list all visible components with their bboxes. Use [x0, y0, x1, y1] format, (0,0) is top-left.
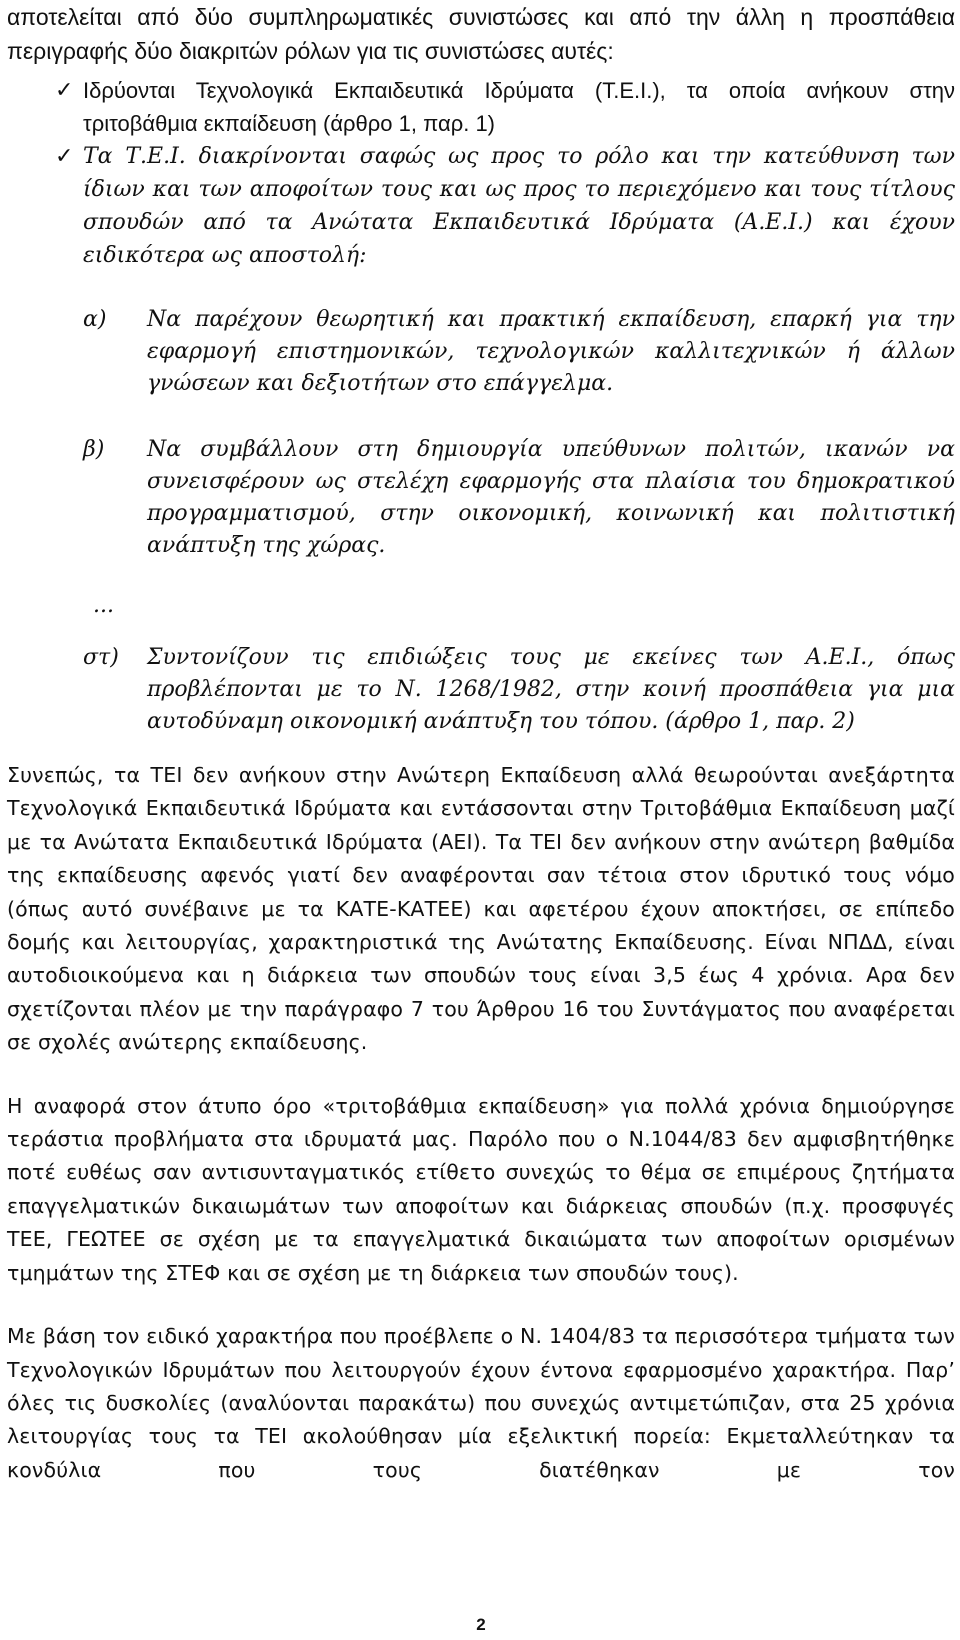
sub-list-item — [7, 434, 955, 562]
page-number: 2 — [476, 1615, 486, 1634]
check-item-text: Ιδρύονται Τεχνολογικά Εκπαιδευτικά Ιδρύματα (Τ.Ε.Ι.), τα οποία ανήκουν στην τριτοβάθμια εκπαίδευση (άρθρο 1, παρ. 1) — [83, 78, 955, 136]
sub-item-text: Να συμβάλλουν στη δημιουργία υπεύθυνων πολιτών, ικανών να συνεισφέρουν ως στελέχη εφαρμογής στα πλαίσια του δημοκρατικού προγραμματισμού, στην οικονομική, κοινωνική και πολιτιστική ανάπτυξη της χώρας. — [147, 437, 955, 558]
ellipsis: ... — [93, 593, 114, 618]
body-paragraph: Συνεπώς, τα ΤΕΙ δεν ανήκουν στην Ανώτερη Εκπαίδευση αλλά θεωρούνται ανεξάρτητα Τεχνολογικά Εκπαιδευτικά Ιδρύματα και εντάσσονται στην Τριτοβάθμια Εκπαίδευση μαζί με τα Ανώτατα Εκπαιδευτικά Ιδρύματα (ΑΕΙ). Τα ΤΕΙ δεν ανήκουν στην ανώτερη βαθμίδα της εκπαίδευσης αφενός γιατί δεν αναφέρονται σαν τέτοια στον ιδρυτικό τους νόμο (όπως αυτό συνέβαινε με τα ΚΑΤΕ-ΚΑΤΕΕ) και αφετέρου έχουν αποκτήσει, σε επίπεδο δομής και λειτουργίας, χαρακτηριστικά της Ανώτατης Εκπαίδευσης. Είναι ΝΠΔΔ, είναι αυτοδιοικούμενα και η διάρκεια των σπουδών τους είναι 3,5 έως 4 χρόνια. Αρα δεν σχετίζονται πλέον με την παράγραφο 7 του Άρθρου 16 του Συντάγματος που αναφέρεται σε σχολές ανώτερης εκπαίδευσης. — [7, 763, 955, 1055]
sub-item-text: Να παρέχουν θεωρητική και πρακτική εκπαίδευση, επαρκή για την εφαρμογή επιστημονικών, τεχνολογικών καλλιτεχνικών ή άλλων γνώσεων και δεξιοτήτων στο επάγγελμα. — [147, 307, 955, 396]
check-item-text: Τα Τ.Ε.Ι. διακρίνονται σαφώς ως προς το ρόλο και την κατεύθυνση των ίδιων και των αποφοίτων τους και ως προς το περιεχόμενο και τους τίτλους σπουδών από τα Ανώτατα Εκπαιδευτικά Ιδρύματα (Α.Ε.Ι.) και έχουν ειδικότερα ως αποστολή: — [83, 144, 955, 268]
sub-list-item — [7, 642, 955, 738]
sub-item-text: Συντονίζουν τις επιδιώξεις τους με εκείνες των Α.Ε.Ι., όπως προβλέπονται με το Ν. 1268/1982, στην κοινή προσπάθεια για μια αυτοδύναμη οικονομική ανάπτυξη του τόπου. (άρθρο 1, παρ. 2) — [147, 645, 955, 734]
sub-item-marker: α) — [83, 307, 107, 332]
intro-paragraph: αποτελείται από δύο συμπληρωματικές συνιστώσες και από την άλλη η προσπάθεια περιγραφής δύο διακριτών ρόλων για τις συνιστώσες αυτές: — [7, 4, 955, 64]
sub-list-item — [7, 304, 955, 400]
document-page — [7, 0, 955, 1634]
check-mark-icon: ✓ — [55, 78, 74, 103]
check-list-item — [7, 140, 955, 272]
check-list-item — [7, 74, 955, 140]
body-paragraph: Η αναφορά στον άτυπο όρο «τριτοβάθμια εκπαίδευση» για πολλά χρόνια δημιούργησε τεράστια προβλήματα στα ιδρυματά μας. Παρόλο που ο Ν.1044/83 δεν αμφισβητήθηκε ποτέ ευθέως σαν αντισυνταγματικός ετίθετο συνεχώς το θέμα σε επιμέρους ζητήματα επαγγελματικών δικαιωμάτων των αποφοίτων και διάρκειας σπουδών (π.χ. προσφυγές ΤΕΕ, ΓΕΩΤΕΕ σε σχέση με τα επαγγελματικά δικαιώματα των αποφοίτων ορισμένων τμημάτων της ΣΤΕΦ και σε σχέση με τη διάρκεια των σπουδών τους). — [7, 1093, 955, 1285]
check-mark-icon: ✓ — [55, 144, 74, 169]
sub-item-marker: β) — [83, 437, 105, 462]
sub-item-marker: στ) — [83, 645, 119, 670]
body-paragraph: Με βάση τον ειδικό χαρακτήρα που προέβλεπε ο Ν. 1404/83 τα περισσότερα τμήματα των Τεχνολογικών Ιδρυμάτων που λειτουργούν έχουν έντονα εφαρμοσμένο χαρακτήρα. Παρ’ όλες τις δυσκολίες (αναλύονται παρακάτω) που συνεχώς αντιμετώπιζαν, στα 25 χρόνια λειτουργίας τους τα ΤΕΙ ακολούθησαν μία εξελικτική πορεία: Εκμεταλλεύτηκαν τα κονδύλια που τους διατέθηκαν με τον — [7, 1324, 955, 1482]
